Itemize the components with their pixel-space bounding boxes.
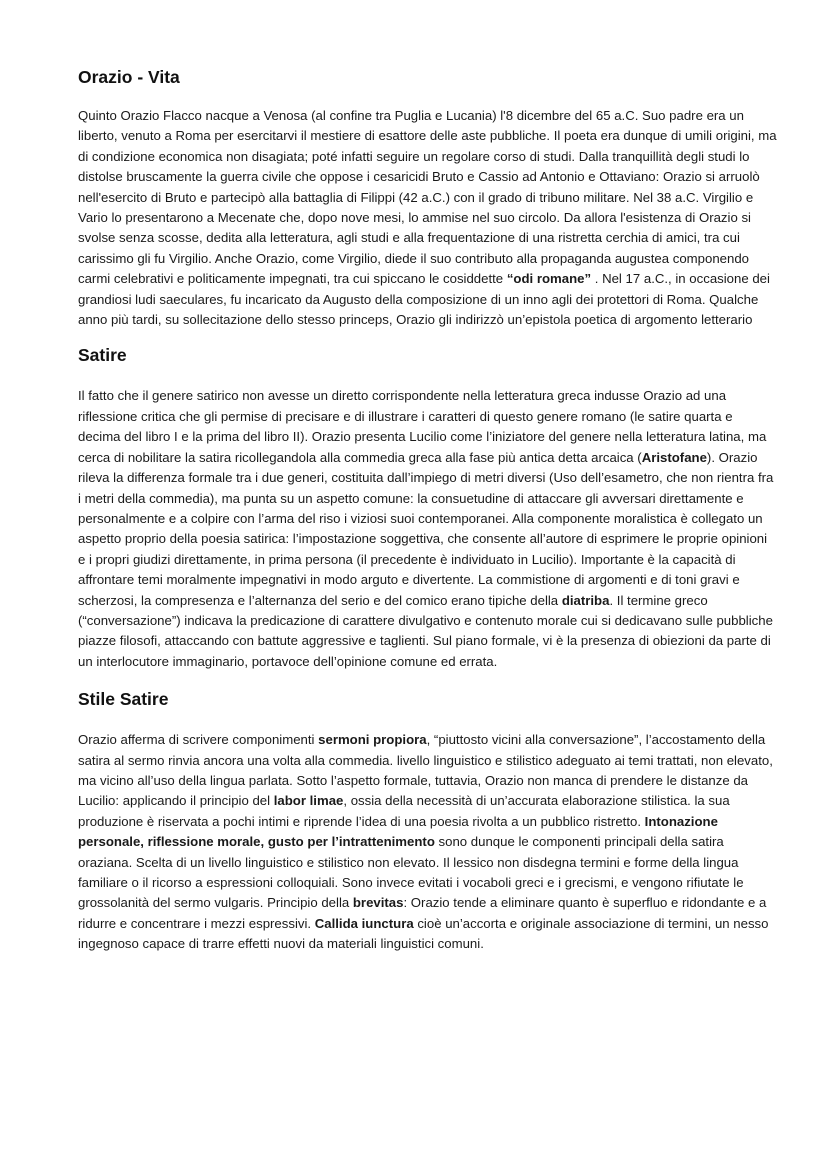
bold-term: Intonazione personale, riflessione morale, gusto per l’intrattenimento bbox=[78, 813, 718, 850]
bold-term: “odi romane” bbox=[506, 271, 592, 287]
bold-term: labor limae bbox=[273, 793, 344, 809]
section-title-satire: Satire bbox=[78, 345, 127, 366]
section-satire bbox=[78, 344, 778, 672]
text-run: Il fatto che il genere satirico non avesse un diretto corrispondente nella letteratura greca indusse Orazio ad una riflessione critica che gli permise di precisare e di illustrare i caratteri di questo genere romano (le satire quarta e decima del libro I e la prima del libro II). Orazio presenta Lucilio come l’iniziatore del genere nella letteratura latina, ma cerca di nobilitare la satira ricollegandola alla commedia greca alla fase più antica detta arcaica ( bbox=[78, 388, 767, 465]
bold-term: Callida iunctura bbox=[314, 915, 414, 931]
section-title-stile-satire: Stile Satire bbox=[78, 689, 169, 710]
bold-term: brevitas bbox=[352, 895, 404, 911]
text-run: . Nel 17 a.C., in occasione dei grandiosi ludi saeculares, fu incaricato da Augusto della composizione di un inno agli dei protettori di Roma. Qualche anno più tardi, su sollecitazione dello stesso princeps, Orazio gli indirizzò un’epistola poetica di argomento letterario bbox=[78, 271, 770, 328]
bold-term: diatriba bbox=[561, 592, 610, 608]
text-run: . Il termine greco (“conversazione”) indicava la predicazione di carattere divulgativo e contenuto morale cui si dedicavano sulle pubbliche piazze filosofi, attaccando con battute aggressive e taglienti. Sul piano formale, vi è la presenza di obiezioni da parte di un interlocutore immaginario, portavoce dell’opinione comune ed errata. bbox=[78, 592, 773, 669]
text-run: , “piuttosto vicini alla conversazione”, l’accostamento della satira al sermo rinvia ancora una volta alla commedia. livello linguistico e stilistico adeguato ai temi trattati, non elevato, ma vicino all’uso della lingua parlata. Sotto l’aspetto formale, tuttavia, Orazio non manca di prendere le distanze da Lucilio: applicando il principio del bbox=[78, 732, 773, 809]
paragraph-vita bbox=[78, 106, 778, 330]
section-title-vita: Orazio - Vita bbox=[78, 67, 180, 87]
text-run: : Orazio tende a eliminare quanto è superfluo e ridondante e a ridurre e concentrare i mezzi espressivi. bbox=[78, 895, 767, 931]
bold-term: Aristofane bbox=[641, 449, 707, 465]
paragraph-satire bbox=[78, 386, 778, 672]
text-run: cioè un’accorta e originale associazione di termini, un nesso ingegnoso capace di trarre effetti nuovi da materiali linguistici comuni. bbox=[78, 915, 769, 952]
text-run: sono dunque le componenti principali della satira oraziana. Scelta di un livello linguistico e stilistico non elevato. Il lessico non disdegna termini e forme della lingua familiare o il ricorso a espressioni colloquiali. Sono invece evitati i vocaboli greci e i grecismi, e vengono rifiutate le grossolanità del sermo vulgaris. Principio della bbox=[78, 834, 744, 911]
paragraph-stile-satire bbox=[78, 730, 778, 954]
text-run: Quinto Orazio Flacco nacque a Venosa (al confine tra Puglia e Lucania) l'8 dicembre del 65 a.C. Suo padre era un liberto, venuto a Roma per esercitarvi il mestiere di esattore delle aste pubbliche. Il poeta era dunque di umili origini, ma di condizione economica non disagiata; poté infatti seguire un regolare corso di studi. Dalla tranquillità degli studi lo distolse bruscamente la guerra civile che oppose i cesaricidi Bruto e Cassio ad Antonio e Ottaviano: Orazio si arruolò nell'esercito di Bruto e partecipò alla battaglia di Filippi (42 a.C.) con il grado di tribuno militare. Nel 38 a.C. Virgilio e Vario lo presentarono a Mecenate che, dopo nove mesi, lo ammise nel suo circolo. Da allora l'esistenza di Orazio si svolse senza scosse, dedita alla letteratura, agli studi e alla frequentazione di una ristretta cerchia di amici, tra cui carissimo gli fu Virgilio. Anche Orazio, come Virgilio, diede il suo contributo alla propaganda augustea componendo carmi celebrativi e politicamente impegnati, tra cui spiccano le cosiddette bbox=[78, 108, 777, 287]
text-run: Orazio afferma di scrivere componimenti bbox=[78, 732, 319, 748]
text-run: , ossia della necessità di un’accurata elaborazione stilistica. la sua produzione è riservata a pochi intimi e riprende l’idea di una poesia rivolta a un pubblico ristretto. bbox=[78, 793, 730, 829]
section-vita bbox=[78, 66, 778, 330]
section-stile-satire bbox=[78, 688, 778, 954]
bold-term: sermoni propiora bbox=[318, 732, 427, 748]
text-run: ). Orazio rileva la differenza formale tra i due generi, costituita dall’impiego di metri diversi (Uso dell’esametro, che non rientra fra i metri della commedia), ma punta su un aspetto comune: la consuetudine di attaccare gli avversari direttamente e personalmente e a colpire con l’arma del riso i viziosi suoi contemporanei. Alla componente moralistica è collegato un aspetto proprio della poesia satirica: l’impostazione soggettiva, che consente all’autore di esprimere le proprie opinioni e i propri giudizi direttamente, in prima persona (il precedente è individuato in Lucilio). Importante è la capacità di affrontare temi moralmente impegnativi in modo arguto e divertente. La commistione di argomenti e di toni gravi e scherzosi, la compresenza e l’alternanza del serio e del comico erano tipiche della bbox=[78, 449, 774, 608]
